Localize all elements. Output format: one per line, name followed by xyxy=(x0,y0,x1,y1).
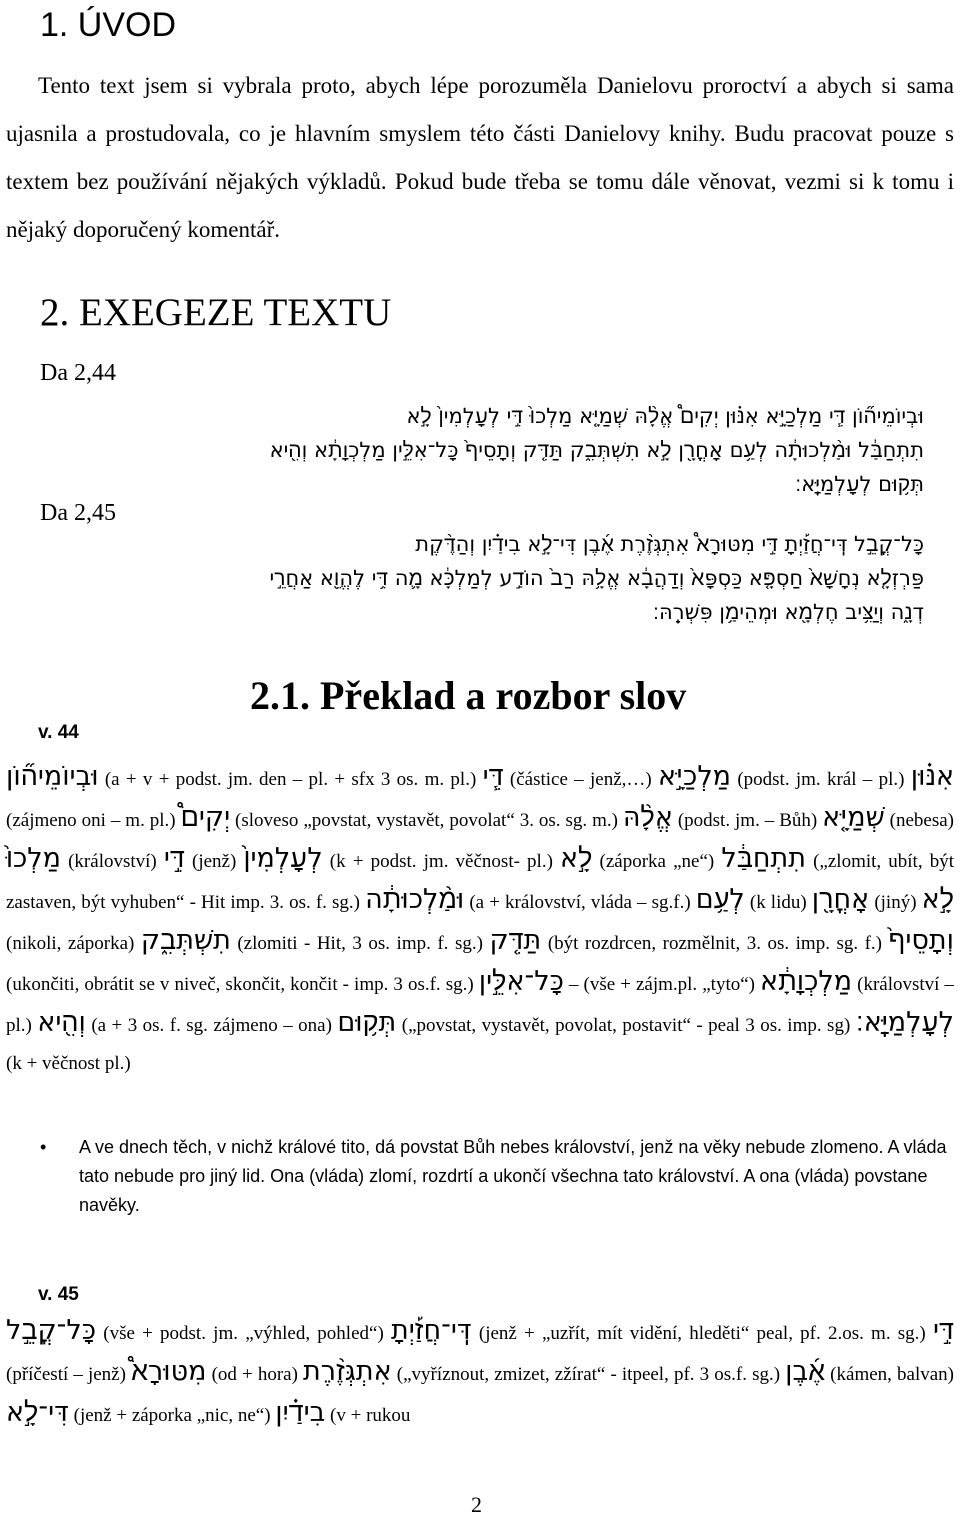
hebrew-word: דִּ֣י xyxy=(163,843,185,874)
gloss-text: (jenž + záporka „nic, ne“) xyxy=(68,1405,276,1426)
gloss-text: (nikoli, záporka) xyxy=(6,933,141,954)
hebrew-word: לְעָלְמִין֙ xyxy=(243,843,323,874)
hebrew-word: דִּ֣י xyxy=(932,1315,954,1346)
gloss-text: (nebesa) xyxy=(884,810,954,831)
gloss-text: („zlomit, ubít, být zastaven, být vyhuben“ - Hit imp. 3. os. f. sg.) xyxy=(6,851,954,913)
hebrew-verse-45-line-1: כָּל־קֳבֵ֣ל דִּֽי־חֲזַ֡יְתָ דִּ֣י מִטּוּרָא֩ אִתְגְּזֶ֨רֶת אֶ֜בֶן דִּי־לָ֣א בִידַ֗יִן וְהַדֶּ֨קֶת xyxy=(415,532,924,556)
gloss-text: (a + 3 os. f. sg. zájmeno – ona) xyxy=(85,1015,338,1036)
hebrew-word: תִשְׁתְּבִ֑ק xyxy=(140,925,231,956)
gloss-text: (příčestí – jenž) xyxy=(6,1364,132,1385)
hebrew-word: כָּל־קֳבֵ֣ל xyxy=(6,1315,97,1346)
hebrew-verse-45-line-2: פַּרְזְלָ֤א נְחָשָׁא֙ חַסְפָּ֤א כַּסְפָּא֙ וְדַהֲבָ֔א אֱלָ֥הּ רַב֙ הוֹדַ֣ע לְמַלְכָּ֔א מָ֛ה דִּ֥י לֶהֱוֵ֖א אַחֲרֵ֣י xyxy=(269,566,924,590)
gloss-text: (kámen, balvan) xyxy=(825,1364,954,1385)
hebrew-word: לָ֣א xyxy=(560,843,593,874)
section-heading-exegeze: 2. EXEGEZE TEXTU xyxy=(40,291,392,334)
gloss-text: (v + rukou xyxy=(325,1405,411,1426)
hebrew-word: אָחֳרָ֖ן xyxy=(811,884,870,915)
gloss-text: (od + hora) xyxy=(206,1364,304,1385)
hebrew-word: מִטּוּרָא֩ xyxy=(131,1356,207,1387)
hebrew-word: אֱלָ֨הּ xyxy=(622,802,673,833)
gloss-text: (zlomiti - Hit, 3 os. imp. f. sg.) xyxy=(230,933,490,954)
gloss-text: („vyříznout, zmizet, zžírat“ - itpeel, pf. 3 os.f. sg.) xyxy=(391,1364,786,1385)
gloss-text: (vše + podst. jm. „výhled, pohled“) xyxy=(96,1323,391,1344)
hebrew-word: כָּל־אִלֵּ֣ין xyxy=(478,966,564,997)
hebrew-word: תְּק֥וּם xyxy=(337,1007,397,1038)
section-heading-preklad: 2.1. Překlad a rozbor slov xyxy=(250,673,687,718)
hebrew-word: דִּ֧י xyxy=(482,761,504,792)
gloss-text: (království) xyxy=(60,851,164,872)
hebrew-word: וְהִ֖יא xyxy=(37,1007,86,1038)
gloss-text: (být rozdrcen, rozmělnit, 3. os. imp. sg. f.) xyxy=(541,933,889,954)
hebrew-word: אִתְגְּזֶ֨רֶת xyxy=(303,1356,392,1387)
verse-ref-da-2-44: Da 2,44 xyxy=(40,360,116,386)
hebrew-word: לְעָלְמַיָּֽא׃ xyxy=(855,1007,954,1038)
hebrew-word: מַלְכְוָתָ֔א xyxy=(760,966,853,997)
hebrew-word: לָ֣א xyxy=(921,884,954,915)
hebrew-word: אֶ֜בֶן xyxy=(785,1356,826,1387)
hebrew-word: אִנּ֗וּן xyxy=(910,761,955,792)
hebrew-word: וּמַ֨לְכוּתָ֔ה xyxy=(365,884,465,915)
verse-label-44: v. 44 xyxy=(38,722,79,743)
gloss-text: (a + království, vláda – sg.f.) xyxy=(464,892,696,913)
gloss-text: („povstat, vystavět, povolat, postavit“ - peal 3 os. imp. sg) xyxy=(396,1015,856,1036)
gloss-text: (jiný) xyxy=(869,892,922,913)
gloss-text: (a + v + podst. jm. den – pl. + sfx 3 os. m. pl.) xyxy=(98,769,483,790)
intro-paragraph: Tento text jsem si vybrala proto, abych lépe porozuměla Danielovu proroctví a abych si sama ujasnila a prostudovala, co je hlavním smyslem této části Danielovy knihy. Budu pracovat pouze s textem bez používání nějakých výkladů. Pokud bude třeba se tomu dále věnovat, vezmi si k tomu i nějaký doporučený komentář. xyxy=(6,73,954,242)
gloss-text: (podst. jm. král – pl.) xyxy=(731,769,911,790)
section-heading-uvod: 1. ÚVOD xyxy=(40,6,177,44)
hebrew-word: יְקִים֩ xyxy=(180,802,231,833)
page-number: 2 xyxy=(471,1492,482,1517)
hebrew-word: בִידַ֗יִן xyxy=(275,1397,326,1428)
hebrew-word: תִתְחַבַּ֔ל xyxy=(721,843,806,874)
verse-44-translation: A ve dnech těch, v nichž králové tito, dá povstat Bůh nebes království, jenž na věky nebude zlomeno. A vláda tato nebude pro jiný lid. Ona (vláda) zlomí, rozdrtí a ukončí všechna tato království. A ona (vláda) povstane navěky. xyxy=(79,1137,947,1215)
gloss-text: (sloveso „povstat, vystavět, povolat“ 3. os. sg. m.) xyxy=(230,810,623,831)
gloss-text: (zájmeno oni – m. pl.) xyxy=(6,810,181,831)
bullet-icon: • xyxy=(40,1137,47,1157)
verse-ref-da-2-45: Da 2,45 xyxy=(40,500,116,526)
gloss-text: (záporka „ne“) xyxy=(592,851,722,872)
hebrew-word: שְׁמַיָּ֤א xyxy=(822,802,885,833)
hebrew-word: תַּדִּ֤ק xyxy=(489,925,542,956)
word-analysis-verse-44 xyxy=(6,758,954,1083)
hebrew-word: וְתָסֵיף֙ xyxy=(888,925,954,956)
hebrew-verse-44-line-2: תִתְחַבַּ֔ל וּמַ֨לְכוּתָ֔ה לְעַ֥ם אָחֳרָ֖ן לָ֣א תִשְׁתְּבִ֑ק תַּדִּ֤ק וְתָסֵיף֙ כָּל־אִלֵּ֣ין מַלְכְוָתָ֔א וְהִ֖יא xyxy=(269,438,924,462)
hebrew-word: וּבְיוֹמֵיה֞וֹן xyxy=(6,761,99,792)
hebrew-word: לְעַ֥ם xyxy=(695,884,745,915)
gloss-text: (ukončiti, obrátit se v niveč, skončit, končit - imp. 3 os.f. sg.) xyxy=(6,974,479,995)
hebrew-word: דִּי־לָ֣א xyxy=(6,1397,69,1428)
hebrew-word: מַלְכוּ֙ xyxy=(6,843,61,874)
gloss-text: (království – pl.) xyxy=(6,974,955,1036)
hebrew-verse-44-line-3: תְּק֥וּם לְעָלְמַיָּֽא׃ xyxy=(795,472,924,496)
gloss-text: (jenž) xyxy=(184,851,244,872)
gloss-text: (podst. jm. – Bůh) xyxy=(672,810,823,831)
hebrew-verse-44-line-1: וּבְיוֹמֵיה֞וֹן דִּ֧י מַלְכַיָּ֣א אִנּ֗וּן יְקִים֩ אֱלָ֨הּ שְׁמַיָּ֤א מַלְכוּ֙ דִּ֣י לְעָלְמִין֙ לָ֣א xyxy=(406,404,924,428)
verse-label-45: v. 45 xyxy=(38,1284,79,1305)
gloss-text: – (vše + zájm.pl. „tyto“) xyxy=(563,974,761,995)
word-analysis-verse-45 xyxy=(6,1312,954,1435)
gloss-text: (k + podst. jm. věčnost- pl.) xyxy=(322,851,561,872)
gloss-text: (jenž + „uzřít, mít vidění, hleděti“ peal, pf. 2.os. m. sg.) xyxy=(471,1323,933,1344)
gloss-text: (k + věčnost pl.) xyxy=(6,1053,131,1074)
gloss-text: (k lidu) xyxy=(744,892,812,913)
hebrew-word: דִּֽי־חֲזַ֡יְתָ xyxy=(390,1315,472,1346)
hebrew-verse-45-line-3: דְנָ֑ה וְיַצִּ֥יב חֶלְמָ֖א וּמְהֵימַ֥ן פִּשְׁרֵֽהּ׃ xyxy=(652,600,924,624)
gloss-text: (částice – jenž,…) xyxy=(503,769,658,790)
hebrew-word: מַלְכַיָּ֣א xyxy=(658,761,732,792)
